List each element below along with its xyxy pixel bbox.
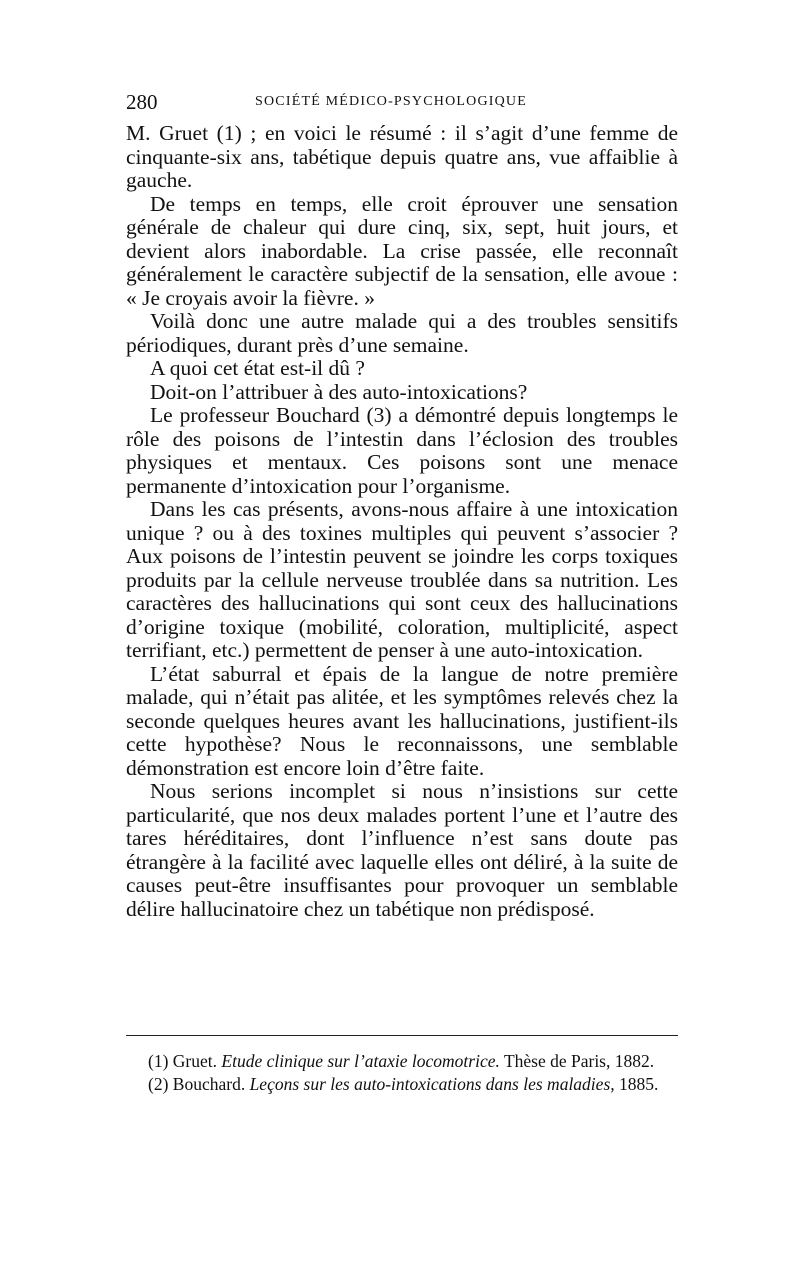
journal-title: SOCIÉTÉ MÉDICO-PSYCHOLOGIQUE <box>255 94 527 109</box>
footnotes <box>126 1051 678 1097</box>
running-head <box>126 88 678 118</box>
paragraph: Doit-on l’attribuer à des auto-intoxications? <box>150 379 528 404</box>
footnote-rest: 1885. <box>619 1074 659 1094</box>
paragraph: L’état saburral et épais de la langue de notre première malade, qui n’était pas alitée, et les symptômes relevés chez la seconde quelques heures avant les hallucinations, justifient-ils cette hypothèse? Nous le reconnaissons, une semblable démonstration est encore loin d’être faite. <box>126 661 678 780</box>
paragraph: M. Gruet (1) ; en voici le résumé : il s’agit d’une femme de cinquante-six ans, tabétique depuis quatre ans, vue affaiblie à gauche. <box>126 121 678 192</box>
footnote-author: Gruet. <box>172 1051 218 1071</box>
footnote <box>126 1074 678 1094</box>
paragraph: Voilà donc une autre malade qui a des troubles sensitifs périodiques, durant près d’une semaine. <box>126 309 678 357</box>
footnote-divider <box>126 1035 678 1036</box>
footnote-rest: Thèse de Paris, 1882. <box>503 1051 655 1071</box>
paragraph: Dans les cas présents, avons-nous affaire à une intoxication unique ? ou à des toxines multiples qui peuvent s’associer ? Aux poisons de l’intestin peuvent se joindre les corps toxiques produits par la cellule nerveuse troublée dans sa nutrition. Les caractères des hallucinations qui sont ceux des hallucinations d’origine toxique (mobilité, coloration, multiplicité, aspect terrifiant, etc.) permettent de penser à une auto-intoxication. <box>126 497 678 662</box>
paragraph: A quoi cet état est-il dû ? <box>150 356 365 380</box>
paragraph: Le professeur Bouchard (3) a démontré depuis longtemps le rôle des poisons de l’intestin dans l’éclosion des troubles physiques et mentaux. Ces poisons sont une menace permanente d’intoxication pour l’organisme. <box>126 403 678 498</box>
paragraph: De temps en temps, elle croit éprouver une sensation générale de chaleur qui dure cinq, six, sept, huit jours, et devient alors inabordable. La crise passée, elle reconnaît généralement le caractère subjectif de la sensation, elle avoue : « Je croyais avoir la fièvre. » <box>126 191 678 310</box>
footnote <box>126 1051 678 1071</box>
footnote-marker: (1) <box>148 1051 169 1071</box>
body-text <box>126 122 678 921</box>
page-number: 280 <box>126 90 158 114</box>
footnote-title: Etude clinique sur l’ataxie locomotrice. <box>221 1051 500 1071</box>
paragraph: Nous serions incomplet si nous n’insistions sur cette particularité, que nos deux malades portent l’une et l’autre des tares héréditaires, dont l’influence n’est sans doute pas étrangère à la facilité avec laquelle elles ont déliré, à la suite de causes peut-être insuffisantes pour provoquer un semblable délire hallucinatoire chez un tabétique non prédisposé. <box>126 779 678 921</box>
footnote-title: Leçons sur les auto-intoxications dans les maladies, <box>249 1074 615 1094</box>
footnote-author: Bouchard. <box>172 1074 246 1094</box>
footnote-marker: (2) <box>148 1074 169 1094</box>
